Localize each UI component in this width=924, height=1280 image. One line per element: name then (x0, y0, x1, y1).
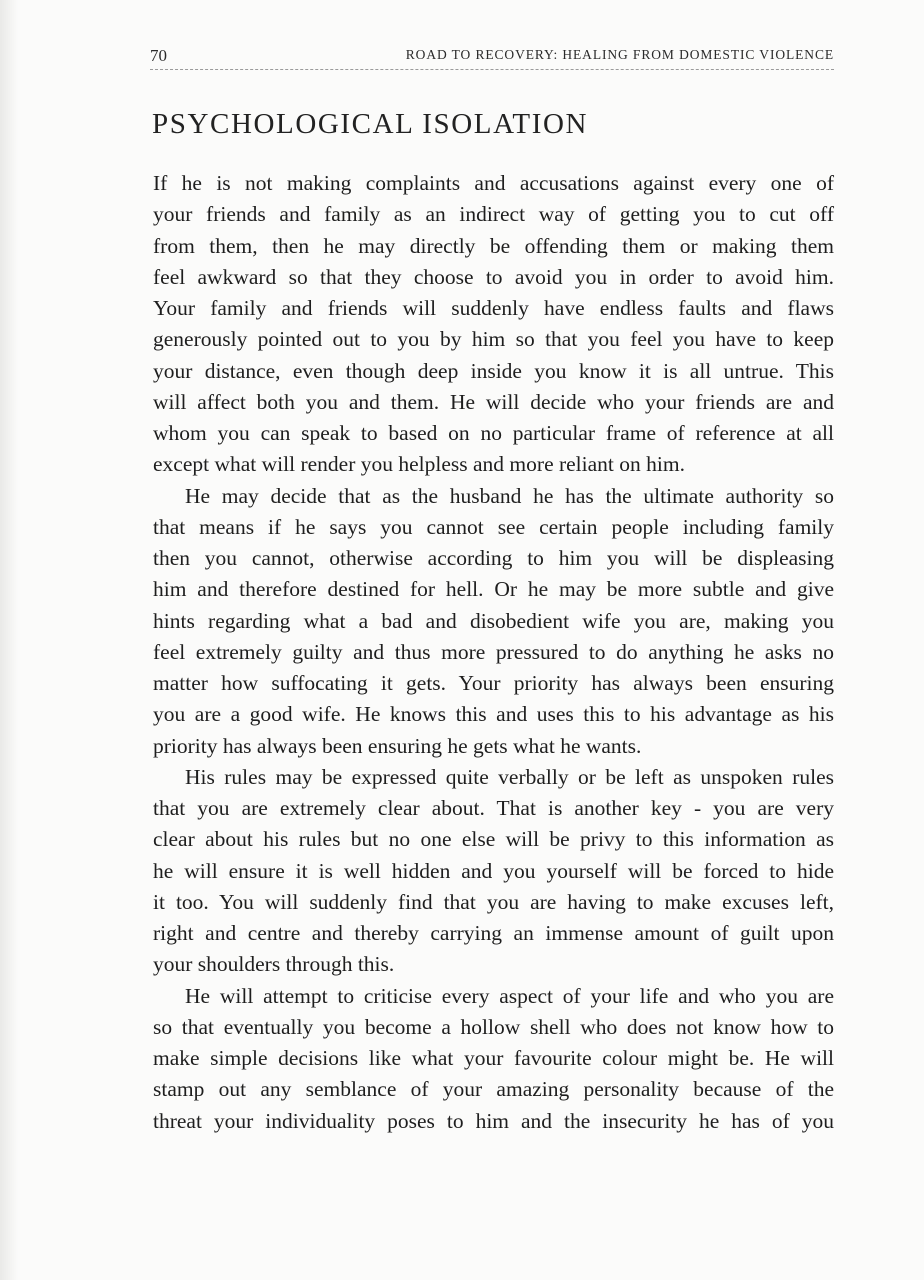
text-line: whom you can speak to based on no particular frame of reference at all (153, 421, 834, 445)
paragraph (153, 481, 834, 762)
text-line: will affect both you and them. He will decide who your friends are and (153, 389, 834, 414)
text-line: then you cannot, otherwise according to him you will be displeasing (153, 546, 834, 570)
text-line: so that eventually you become a hollow shell who does not know how to (153, 1014, 834, 1039)
text-line: he will ensure it is well hidden and you yourself will be forced to hide (153, 858, 834, 883)
text-line: your shoulders through this. (153, 952, 395, 977)
text-line: His rules may be expressed quite verbally or be left as unspoken rules (185, 764, 834, 789)
text-line: If he is not making complaints and accusations against every one of (153, 171, 834, 195)
text-line: your distance, even though deep inside you know it is all untrue. This (153, 358, 834, 383)
running-header (150, 46, 834, 70)
page-gutter-shadow (0, 0, 18, 1280)
text-line: priority has always been ensuring he gets what he wants. (153, 733, 642, 758)
text-line: feel awkward so that they choose to avoid you in order to avoid him. (153, 264, 834, 289)
text-line: him and therefore destined for hell. Or he may be more subtle and give (153, 577, 834, 602)
text-line: that you are extremely clear about. That is another key - you are very (153, 796, 834, 820)
paragraph (153, 981, 834, 1137)
text-line: stamp out any semblance of your amazing personality because of the (153, 1077, 834, 1102)
text-line: matter how suffocating it gets. Your priority has always been ensuring (153, 671, 834, 695)
header-divider (150, 69, 834, 70)
text-line: feel extremely guilty and thus more pressured to do anything he asks no (153, 639, 834, 664)
paragraph (153, 168, 834, 481)
paragraph (153, 762, 834, 981)
text-line: that means if he says you cannot see certain people including family (153, 514, 834, 539)
text-line: make simple decisions like what your favourite colour might be. He will (153, 1046, 834, 1070)
text-line: except what will render you helpless and more reliant on him. (153, 452, 685, 477)
text-line: He may decide that as the husband he has the ultimate authority so (185, 483, 834, 508)
body-text (153, 168, 834, 1137)
text-line: Your family and friends will suddenly have endless faults and flaws (153, 296, 834, 320)
text-line: you are a good wife. He knows this and uses this to his advantage as his (153, 702, 834, 727)
text-line: your friends and family as an indirect way of getting you to cut off (153, 202, 834, 227)
text-line: hints regarding what a bad and disobedient wife you are, making you (153, 608, 834, 633)
text-line: it too. You will suddenly find that you are having to make excuses left, (153, 889, 834, 914)
page-number: 70 (150, 46, 167, 65)
text-line: He will attempt to criticise every aspect of your life and who you are (185, 983, 834, 1008)
text-line: threat your individuality poses to him and the insecurity he has of you (153, 1108, 834, 1133)
text-line: from them, then he may directly be offending them or making them (153, 233, 834, 258)
text-line: generously pointed out to you by him so that you feel you have to keep (153, 327, 834, 352)
running-header-title: ROAD TO RECOVERY: HEALING FROM DOMESTIC VIOLENCE (405, 47, 834, 62)
text-line: right and centre and thereby carrying an immense amount of guilt upon (153, 921, 834, 945)
text-line: clear about his rules but no one else will be privy to this information as (153, 827, 834, 852)
section-heading: PSYCHOLOGICAL ISOLATION (152, 108, 589, 140)
